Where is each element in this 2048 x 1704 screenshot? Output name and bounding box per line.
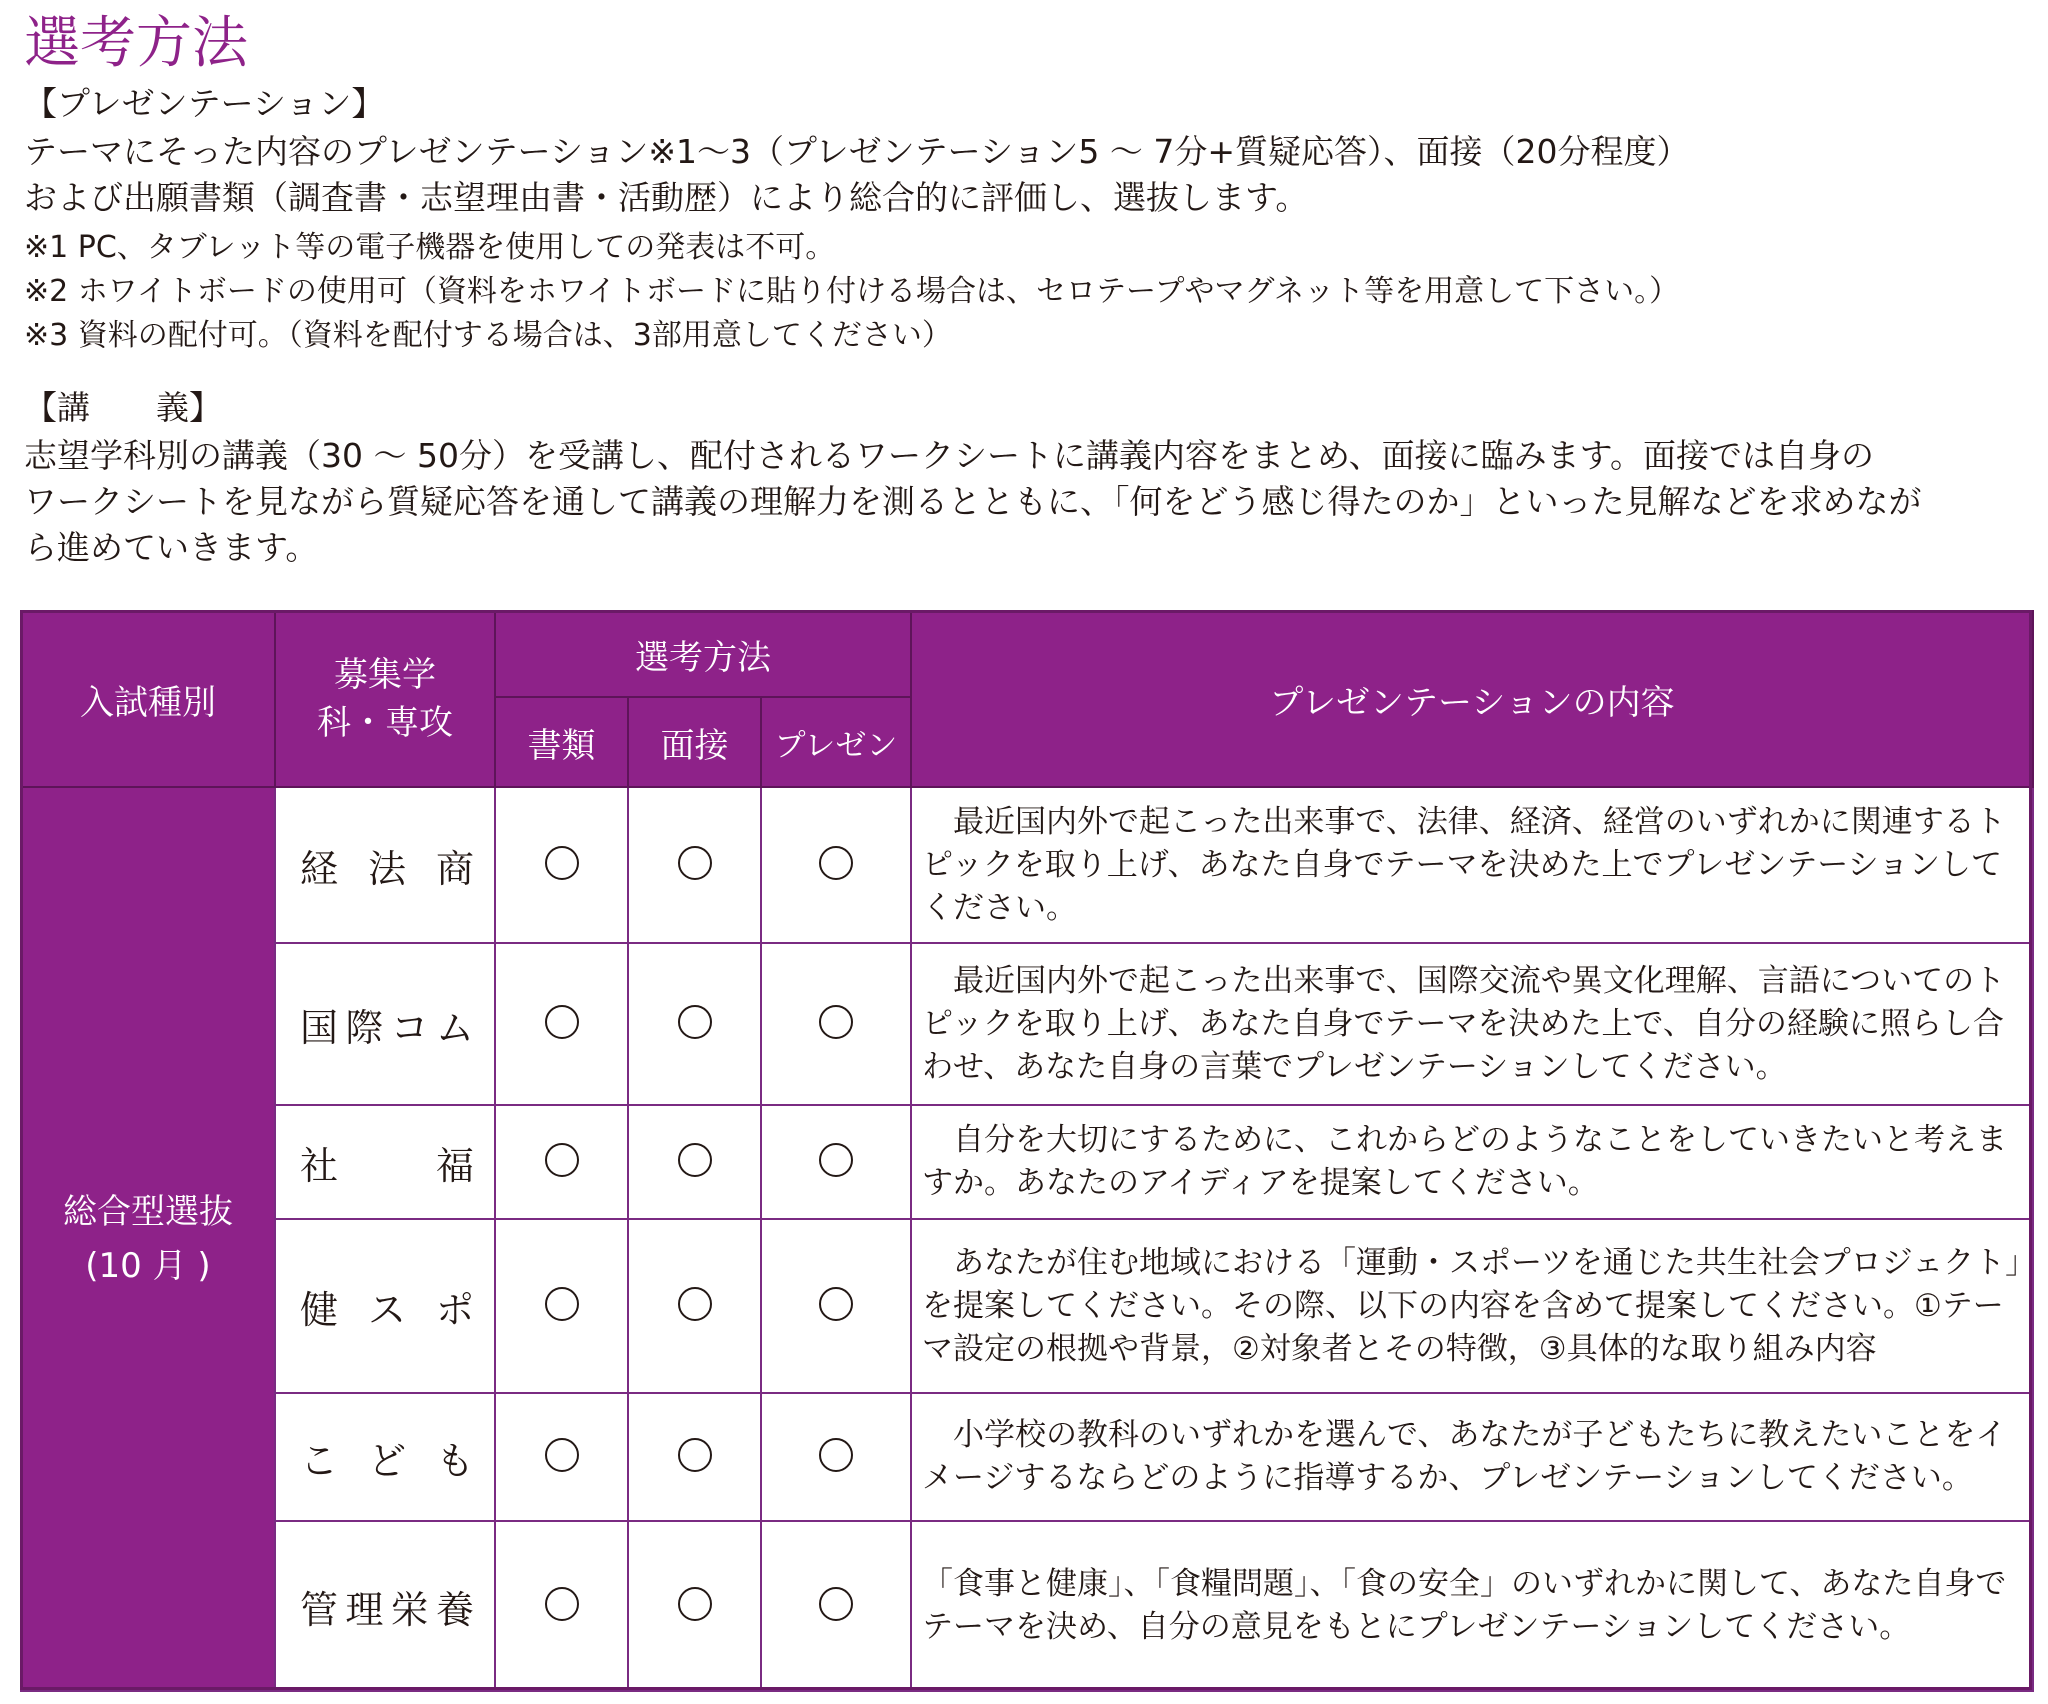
- table-row: [21, 1521, 2033, 1691]
- lecture-line-1: 志望学科別の講義（30 ～ 50分）を受講し、配付されるワークシートに講義内容をまとめ、面接に臨みます。面接では自身の: [24, 436, 1875, 475]
- dept-cell: [275, 1521, 495, 1691]
- documents-mark: [495, 787, 628, 943]
- interview-mark: [628, 787, 761, 943]
- dept-cell: [275, 943, 495, 1105]
- dept-char: 養: [435, 1587, 476, 1632]
- circle-mark-icon: [545, 846, 579, 880]
- dept-char: 栄: [390, 1587, 431, 1632]
- presentation-note-1: ※1 PC、タブレット等の電子機器を使用しての発表は不可。: [24, 230, 836, 265]
- dept-char: 福: [435, 1143, 476, 1188]
- dept-char: コ: [390, 1005, 431, 1050]
- content-cell: 「食事と健康」、「食糧問題」、「食の安全」のいずれかに関して、あなた自身でテーマを決め、自分の意見をもとにプレゼンテーションしてください。: [911, 1521, 2033, 1691]
- header-exam-type: 入試種別: [21, 611, 275, 787]
- interview-mark: [628, 1105, 761, 1219]
- presentation-mark: [761, 943, 911, 1105]
- table-row: [21, 787, 2033, 943]
- circle-mark-icon: [545, 1438, 579, 1472]
- dept-cell: [275, 1393, 495, 1521]
- dept-char: ス: [367, 1287, 408, 1332]
- dept-char: 管: [300, 1587, 341, 1632]
- presentation-label: 【プレゼンテーション】: [24, 84, 385, 123]
- dept-char: 法: [367, 846, 408, 891]
- dept-char: こ: [300, 1438, 341, 1483]
- documents-mark: [495, 943, 628, 1105]
- circle-mark-icon: [678, 1587, 712, 1621]
- dept-char: 社: [300, 1143, 341, 1188]
- interview-mark: [628, 1393, 761, 1521]
- presentation-note-2: ※2 ホワイトボードの使用可（資料をホワイトボードに貼り付ける場合は、セロテープやマグネット等を用意して下さい。）: [24, 274, 1680, 309]
- dept-cell: [275, 1219, 495, 1393]
- circle-mark-icon: [678, 1438, 712, 1472]
- content-cell: 最近国内外で起こった出来事で、国際交流や異文化理解、言語についてのトピックを取り上げ、あなた自身でテーマを決めた上で、自分の経験に照らし合わせ、あなた自身の言葉でプレゼンテーションしてください。: [911, 943, 2033, 1105]
- exam-type-cell: [21, 787, 275, 1691]
- table-row: [21, 1219, 2033, 1393]
- header-dept-label: 募集学科・専攻: [317, 655, 453, 743]
- selection-table: [20, 610, 2034, 1692]
- content-cell: 最近国内外で起こった出来事で、法律、経済、経営のいずれかに関連するトピックを取り上げ、あなた自身でテーマを決めた上でプレゼンテーションしてください。: [911, 787, 2033, 943]
- dept-char: ム: [435, 1005, 476, 1050]
- circle-mark-icon: [545, 1287, 579, 1321]
- table-row: [21, 943, 2033, 1105]
- presentation-note-3: ※3 資料の配付可。（資料を配付する場合は、3部用意してください）: [24, 318, 952, 353]
- dept-cell: [275, 787, 495, 943]
- documents-mark: [495, 1105, 628, 1219]
- circle-mark-icon: [819, 1287, 853, 1321]
- interview-mark: [628, 943, 761, 1105]
- circle-mark-icon: [678, 846, 712, 880]
- presentation-mark: [761, 1521, 911, 1691]
- header-documents: 書類: [495, 697, 628, 787]
- circle-mark-icon: [819, 1005, 853, 1039]
- documents-mark: [495, 1219, 628, 1393]
- header-dept: [275, 611, 495, 787]
- dept-char: 経: [300, 846, 341, 891]
- page-title: 選考方法: [24, 11, 248, 76]
- content-cell: 小学校の教科のいずれかを選んで、あなたが子どもたちに教えたいことをイメージするならどのように指導するか、プレゼンテーションしてください。: [911, 1393, 2033, 1521]
- lecture-label: 【講 義】: [24, 388, 222, 427]
- circle-mark-icon: [819, 1587, 853, 1621]
- interview-mark: [628, 1521, 761, 1691]
- selection-table-wrapper: [20, 610, 2032, 1690]
- lecture-line-3: ら進めていきます。: [24, 528, 319, 567]
- dept-char: 際: [345, 1005, 386, 1050]
- circle-mark-icon: [819, 846, 853, 880]
- dept-char: 商: [435, 846, 476, 891]
- presentation-mark: [761, 787, 911, 943]
- exam-type-line-1: 総合型選抜: [63, 1192, 233, 1232]
- header-method: 選考方法: [495, 611, 911, 697]
- exam-type-line-2: (10 月 ): [85, 1246, 211, 1286]
- documents-mark: [495, 1393, 628, 1521]
- table-row: [21, 1105, 2033, 1219]
- presentation-mark: [761, 1105, 911, 1219]
- documents-mark: [495, 1521, 628, 1691]
- dept-char: 健: [300, 1287, 341, 1332]
- presentation-line-1: テーマにそった内容のプレゼンテーション※1～3（プレゼンテーション5 ～ 7分+質疑応答）、面接（20分程度）: [24, 132, 1690, 171]
- header-presentation: プレゼン: [761, 697, 911, 787]
- presentation-mark: [761, 1393, 911, 1521]
- circle-mark-icon: [678, 1143, 712, 1177]
- header-content: プレゼンテーションの内容: [911, 611, 2033, 787]
- circle-mark-icon: [545, 1005, 579, 1039]
- presentation-line-2: および出願書類（調査書・志望理由書・活動歴）により総合的に評価し、選抜します。: [24, 178, 1309, 217]
- dept-char: 理: [345, 1587, 386, 1632]
- dept-cell: [275, 1105, 495, 1219]
- presentation-mark: [761, 1219, 911, 1393]
- interview-mark: [628, 1219, 761, 1393]
- lecture-line-2: ワークシートを見ながら質疑応答を通して講義の理解力を測るとともに、「何をどう感じ得たのか」といった見解などを求めなが: [24, 482, 1922, 521]
- dept-char: ど: [367, 1438, 408, 1483]
- circle-mark-icon: [545, 1587, 579, 1621]
- content-cell: 自分を大切にするために、これからどのようなことをしていきたいと考えますか。あなたのアイディアを提案してください。: [911, 1105, 2033, 1219]
- table-row: [21, 1393, 2033, 1521]
- content-cell: あなたが住む地域における「運動・スポーツを通じた共生社会プロジェクト」を提案してください。その際、以下の内容を含めて提案してください。①テーマ設定の根拠や背景，②対象者とその特徴，③具体的な取り組み内容: [911, 1219, 2033, 1393]
- header-interview: 面接: [628, 697, 761, 787]
- circle-mark-icon: [545, 1143, 579, 1177]
- dept-char: 国: [300, 1005, 341, 1050]
- circle-mark-icon: [678, 1287, 712, 1321]
- circle-mark-icon: [678, 1005, 712, 1039]
- dept-char: も: [435, 1438, 476, 1483]
- circle-mark-icon: [819, 1438, 853, 1472]
- circle-mark-icon: [819, 1143, 853, 1177]
- dept-char: ポ: [435, 1287, 476, 1332]
